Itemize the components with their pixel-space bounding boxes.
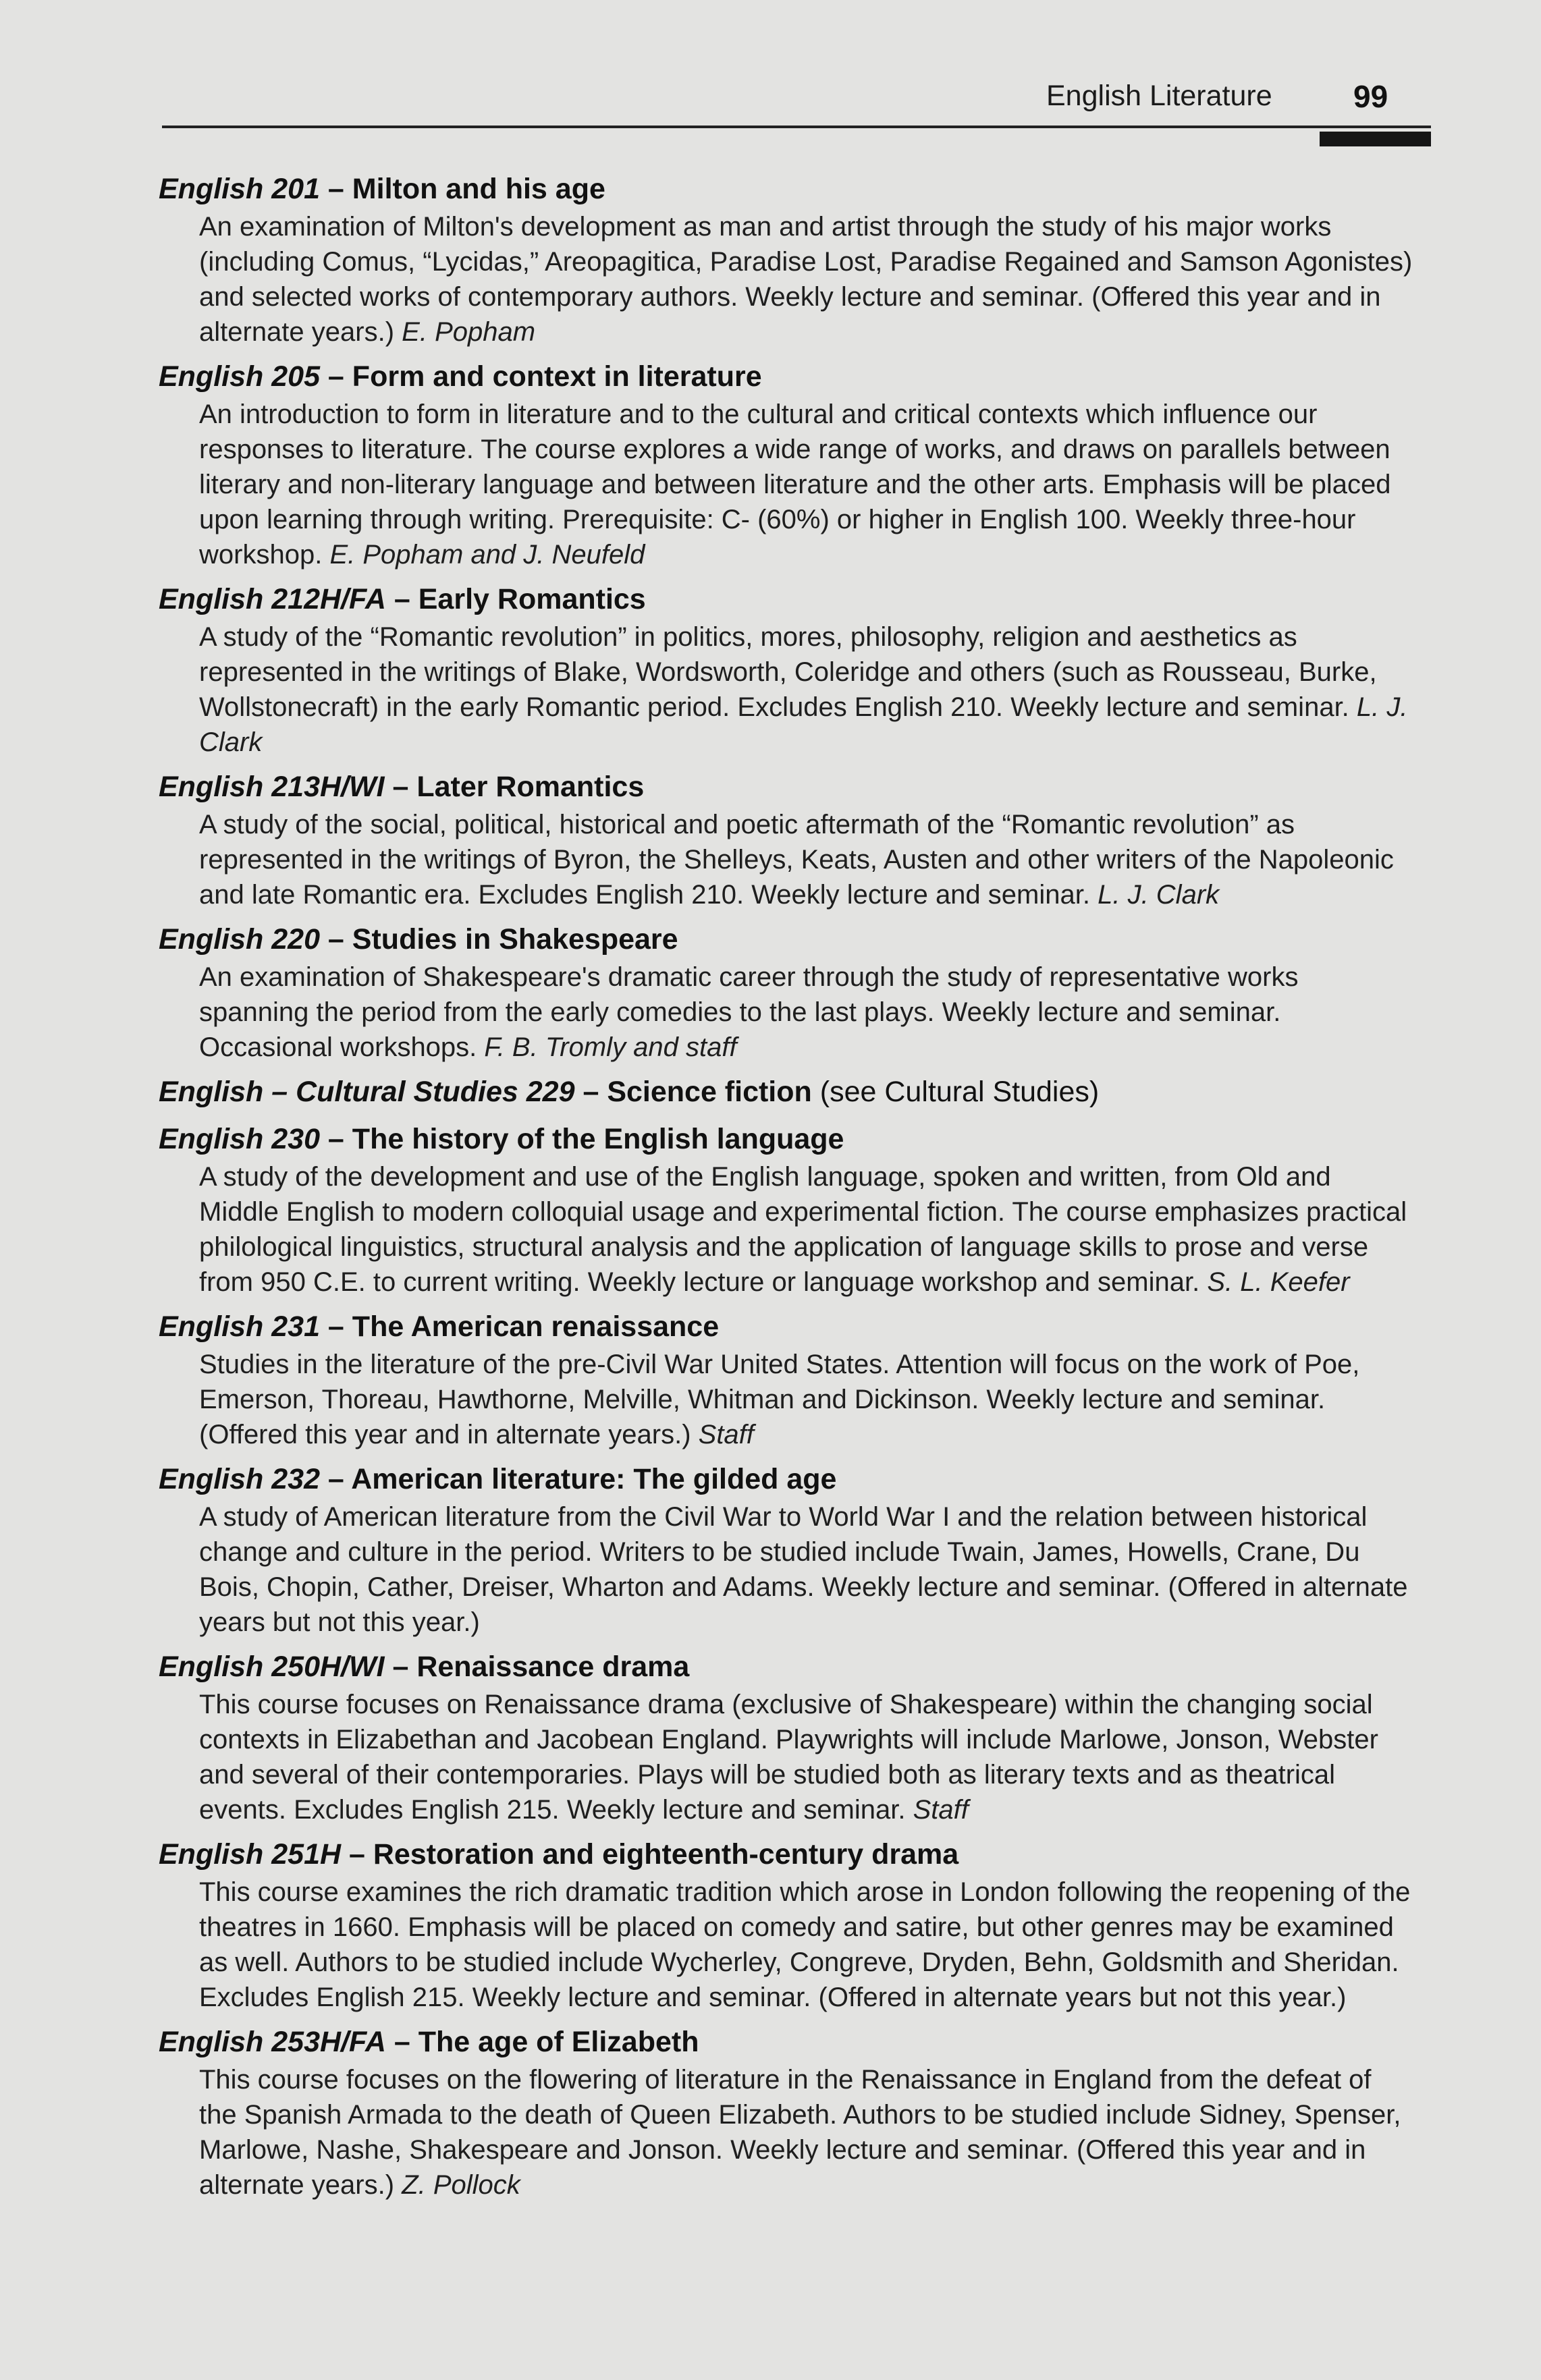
course-title: Form and context in literature xyxy=(352,360,762,393)
page-number: 99 xyxy=(1353,79,1388,114)
course-title: American literature: The gilded age xyxy=(351,1463,837,1495)
course-heading: English 250H/WI – Renaissance drama xyxy=(159,1651,690,1683)
course-title: Studies in Shakespeare xyxy=(352,923,678,956)
course-description-block xyxy=(199,1499,1414,1640)
course-title: Science fiction xyxy=(607,1076,812,1108)
course-code: English – Cultural Studies 229 xyxy=(159,1076,575,1108)
course-instructor: L. J. Clark xyxy=(199,692,1408,757)
course-instructor: Staff xyxy=(698,1420,754,1449)
course-title: The age of Elizabeth xyxy=(418,2026,699,2058)
course-entry xyxy=(159,169,1414,350)
course-description-block xyxy=(199,209,1414,350)
course-description: This course examines the rich dramatic tradition which arose in London following the reopening of the theatres in 1660. Emphasis will be placed on comedy and satire, but other genres may be examined as well. Authors to be studied include Wycherley, Congreve, Dryden, Behn, Goldsmith and Sheridan. Excludes English 215. Weekly lecture and seminar. (Offered in alternate years but not this year.) xyxy=(199,1877,1411,2012)
course-description: A study of American literature from the Civil War to World War I and the relation between historical change and culture in the period. Writers to be studied include Twain, James, Howells, Crane, Du Bois, Chopin, Cather, Dreiser, Wharton and Adams. Weekly lecture and seminar. (Offered in alternate years but not this year.) xyxy=(199,1502,1408,1637)
course-code: English 201 xyxy=(159,173,320,205)
course-heading: English 253H/FA – The age of Elizabeth xyxy=(159,2026,699,2058)
header-rule xyxy=(162,126,1431,128)
course-list xyxy=(159,169,1414,2209)
course-code: English 212H/FA xyxy=(159,583,386,615)
course-entry xyxy=(159,1834,1414,2015)
course-instructor: Staff xyxy=(913,1795,969,1825)
course-entry xyxy=(159,767,1414,912)
course-code: English 232 xyxy=(159,1463,320,1495)
course-title: Later Romantics xyxy=(416,771,645,803)
course-description: A study of the social, political, historical and poetic aftermath of the “Romantic revolution” as represented in the writings of Byron, the Shelleys, Keats, Austen and other writers of the Napoleonic and late Romantic era. Excludes English 210. Weekly lecture and seminar. xyxy=(199,810,1394,910)
course-entry xyxy=(159,579,1414,760)
course-entry xyxy=(159,919,1414,1065)
course-instructor: Z. Pollock xyxy=(402,2170,520,2200)
course-code: English 253H/FA xyxy=(159,2026,386,2058)
course-heading: English 231 – The American renaissance xyxy=(159,1310,720,1343)
course-entry xyxy=(159,1306,1414,1452)
course-code: English 250H/WI xyxy=(159,1651,385,1683)
course-description: This course focuses on Renaissance drama (exclusive of Shakespeare) within the changing social contexts in Elizabethan and Jacobean England. Playwrights will include Marlowe, Jonson, Webster and several of their contemporaries. Plays will be studied both as literary texts and as theatrical events. Excludes English 215. Weekly lecture and seminar. xyxy=(199,1690,1378,1825)
course-title: Milton and his age xyxy=(352,173,605,205)
course-description: An introduction to form in literature and to the cultural and critical contexts which influence our responses to literature. The course explores a wide range of works, and draws on parallels between literary and non-literary language and between literature and the other arts. Emphasis will be placed upon learning through writing. Prerequisite: C- (60%) or higher in English 100. Weekly three-hour workshop. xyxy=(199,399,1391,570)
course-heading: English 232 – American literature: The gilded age xyxy=(159,1463,837,1495)
course-entry xyxy=(159,1072,1414,1112)
course-instructor: F. B. Tromly and staff xyxy=(484,1032,737,1062)
course-code: English 205 xyxy=(159,360,320,393)
course-instructor: E. Popham and J. Neufeld xyxy=(329,540,645,570)
course-code: English 220 xyxy=(159,923,320,956)
course-description-block xyxy=(199,960,1414,1065)
course-instructor: L. J. Clark xyxy=(1098,880,1220,910)
course-title: Renaissance drama xyxy=(416,1651,690,1683)
course-description-block xyxy=(199,1347,1414,1452)
course-entry xyxy=(159,2022,1414,2203)
course-heading: English – Cultural Studies 229 – Science fiction (see Cultural Studies) xyxy=(159,1076,1100,1108)
course-code: English 213H/WI xyxy=(159,771,385,803)
course-description: This course focuses on the flowering of literature in the Renaissance in England from the defeat of the Spanish Armada to the death of Queen Elizabeth. Authors to be studied include Sidney, Spenser, Marlowe, Nashe, Shakespeare and Jonson. Weekly lecture and seminar. (Offered this year and in alternate years.) xyxy=(199,2065,1401,2200)
course-description-block xyxy=(199,2062,1414,2203)
course-heading: English 205 – Form and context in literature xyxy=(159,360,762,393)
course-description: A study of the development and use of the English language, spoken and written, from Old and Middle English to modern colloquial usage and experimental fiction. The course emphasizes practical philological linguistics, structural analysis and the application of language skills to prose and verse from 950 C.E. to current writing. Weekly lecture or language workshop and seminar. xyxy=(199,1162,1407,1297)
course-heading: English 212H/FA – Early Romantics xyxy=(159,583,646,615)
course-description-block xyxy=(199,1159,1414,1300)
course-description: Studies in the literature of the pre-Civil War United States. Attention will focus on the work of Poe, Emerson, Thoreau, Hawthorne, Melville, Whitman and Dickinson. Weekly lecture and seminar. (Offered this year and in alternate years.) xyxy=(199,1350,1360,1449)
course-heading: English 213H/WI – Later Romantics xyxy=(159,771,645,803)
course-instructor: E. Popham xyxy=(402,317,536,347)
course-title: Restoration and eighteenth-century drama xyxy=(373,1838,959,1871)
course-description-block xyxy=(199,807,1414,912)
course-title: The history of the English language xyxy=(352,1123,844,1155)
course-description-block xyxy=(199,1875,1414,2015)
course-entry xyxy=(159,1119,1414,1300)
course-description: An examination of Shakespeare's dramatic career through the study of representative works spanning the period from the early comedies to the last plays. Weekly lecture and seminar. Occasional workshops. xyxy=(199,962,1299,1062)
course-code: English 251H xyxy=(159,1838,342,1871)
course-entry xyxy=(159,1646,1414,1827)
course-title: The American renaissance xyxy=(352,1310,720,1343)
course-code: English 231 xyxy=(159,1310,320,1343)
course-heading: English 230 – The history of the English language xyxy=(159,1123,844,1155)
running-header: English Literature xyxy=(1046,80,1272,112)
course-heading: English 251H – Restoration and eighteenth-century drama xyxy=(159,1838,959,1871)
course-description: A study of the “Romantic revolution” in politics, mores, philosophy, religion and aesthetics as represented in the writings of Blake, Wordsworth, Coleridge and others (such as Rousseau, Burke, Wollstonecraft) in the early Romantic period. Excludes English 210. Weekly lecture and seminar. xyxy=(199,622,1377,722)
course-entry xyxy=(159,356,1414,572)
course-entry xyxy=(159,1459,1414,1640)
course-description-block xyxy=(199,397,1414,572)
course-description: An examination of Milton's development as man and artist through the study of his major works (including Comus, “Lycidas,” Areopagitica, Paradise Lost, Paradise Regained and Samson Agonistes) and selected works of contemporary authors. Weekly lecture and seminar. (Offered this year and in alternate years.) xyxy=(199,212,1413,347)
course-code: English 230 xyxy=(159,1123,320,1155)
section-tab-marker xyxy=(1320,132,1431,146)
course-heading: English 220 – Studies in Shakespeare xyxy=(159,923,678,956)
course-title: Early Romantics xyxy=(418,583,646,615)
course-cross-reference: (see Cultural Studies) xyxy=(819,1076,1100,1108)
course-instructor: S. L. Keefer xyxy=(1207,1267,1350,1297)
course-heading: English 201 – Milton and his age xyxy=(159,173,605,205)
course-description-block xyxy=(199,619,1414,760)
course-description-block xyxy=(199,1687,1414,1827)
